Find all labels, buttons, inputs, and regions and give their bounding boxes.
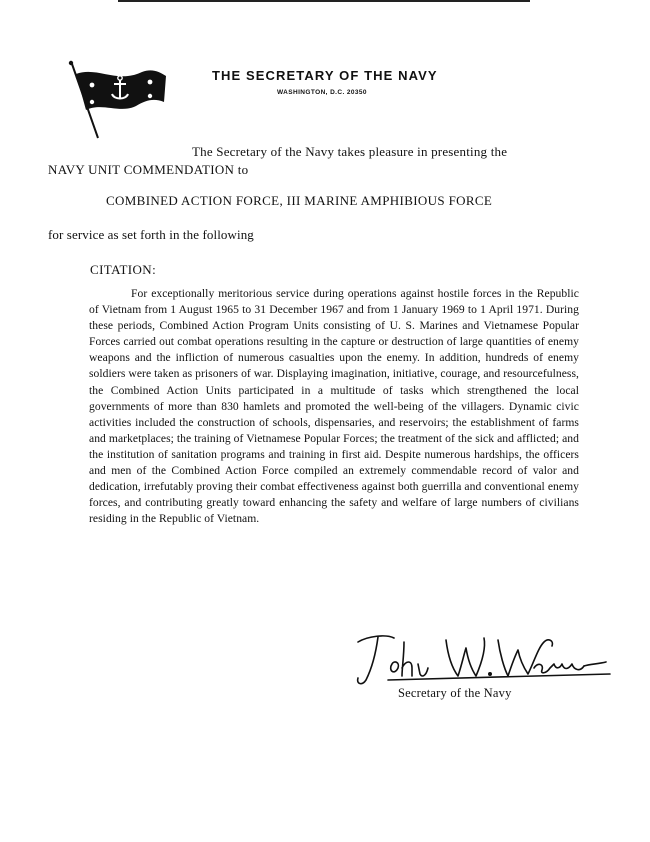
intro-line-2: NAVY UNIT COMMENDATION to	[48, 162, 249, 177]
top-border-line	[118, 0, 530, 2]
signer-title: Secretary of the Navy	[398, 686, 512, 700]
navy-flag-icon	[62, 58, 172, 140]
letterhead-title: THE SECRETARY OF THE NAVY	[212, 68, 438, 83]
service-line: for service as set forth in the following	[48, 227, 254, 242]
letterhead-location: WASHINGTON, D.C. 20350	[277, 89, 367, 96]
handwritten-signature	[348, 628, 618, 690]
citation-body: For exceptionally meritorious service during operations against hostile forces in the Republic of Vietnam from 1 August 1965 to 31 December 1967 and from 1 January 1969 to 1 April 1971. During these periods, Combined Action Program Units consisting of U. S. Marines and Vietnamese Popular Forces carried out combat operations resulting in the capture or destruction of large quantities of enemy weapons and the infliction of numerous casualties upon the enemy. In addition, hundreds of enemy soldiers were taken as prisoners of war. Displaying imagination, initiative, courage, and resourcefulness, the Combined Action Units participated in a multitude of tasks which strengthened the local governments of more than 830 hamlets and promoted the well-being of the villagers. Dynamic civic activities included the construction of schools, dispensaries, and reservoirs; the establishment of farms and marketplaces; the training of Vietnamese Popular Forces; the treatment of the sick and afflicted; and the institution of sanitation programs and training in first aid. Despite numerous hardships, the officers and men of the Combined Action Force compiled an extremely commendable record of valor and dedication, irrefutably proving their combat effectiveness against both guerrilla and conventional enemy forces, and contributing greatly toward enhancing the safety and welfare of large numbers of civilians residing in the Republic of Vietnam.	[89, 287, 579, 526]
recipient-unit: COMBINED ACTION FORCE, III MARINE AMPHIBIOUS FORCE	[106, 193, 493, 208]
intro-line-1: The Secretary of the Navy takes pleasure in presenting the	[192, 144, 508, 159]
citation-label: CITATION:	[90, 262, 157, 277]
